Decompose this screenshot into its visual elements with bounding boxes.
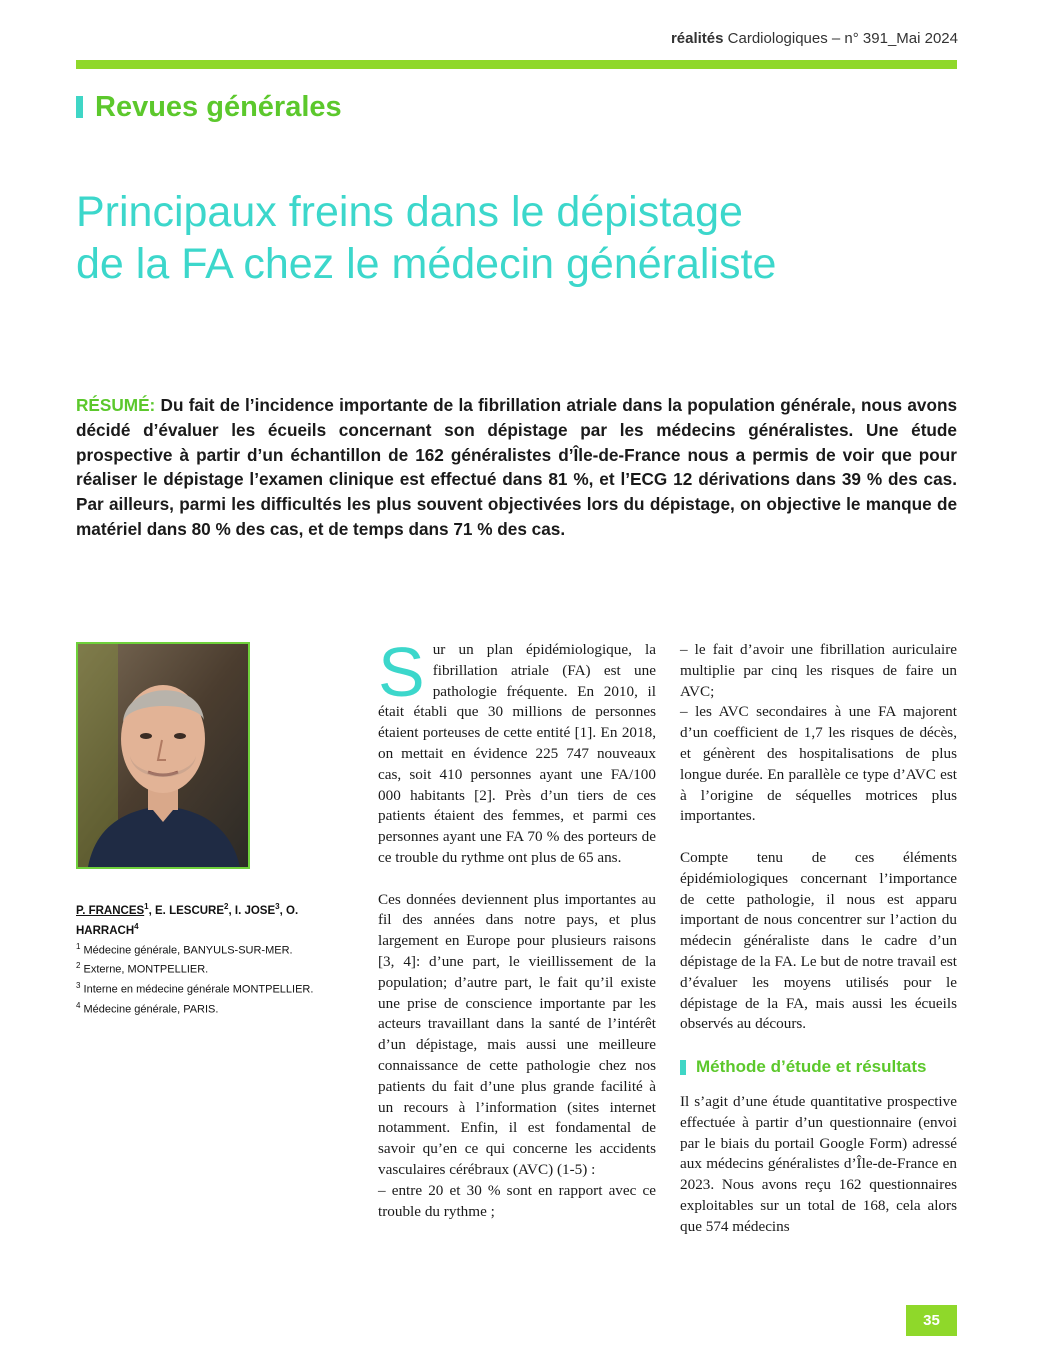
author-2: E. LESCURE bbox=[155, 904, 225, 917]
title-line-2: de la FA chez le médecin généraliste bbox=[76, 240, 777, 288]
abstract-label: RÉSUMÉ: bbox=[76, 395, 156, 415]
body-paragraph-4: Il s’agit d’une étude quantitative prospective effectuée à partir d’un questionnaire (envoi par le biais du portail Google Form) adressé aux médecins généralistes d’Île-de-France en 2023. Nous avons reçu 162 questionnaires exploitables sur un total de 168, cela alors que 574 médecins bbox=[680, 1092, 957, 1235]
author-4-sup: 4 bbox=[134, 921, 139, 931]
affiliation-2-sup: 2 bbox=[76, 961, 81, 971]
subheading-text: Méthode d’étude et résultats bbox=[696, 1057, 927, 1077]
paragraph-1-text: ur un plan épidémiologique, la fibrillation atriale (FA) est une pathologie fréquente. En 2010, il était établi que 30 millions de personnes étaient porteuses de cette entité [1]. En 2018, on mettait en évidence 225 747 nouveaux cas, soit 410 personnes ayant une FA/100 000 habitants [2]. Près d’un tiers de ces patients étaient des femmes, et parmi ces personnes ayant une FA 70 % des porteurs de ce trouble du rythme ont plus de 65 ans. bbox=[378, 641, 656, 866]
body-paragraph-3: Compte tenu de ces éléments épidémiologiques concernant l’importance de cette pathologie, il nous est apparu important de nous concentrer sur l’action du médecin généraliste dans le cadre d’un dépistage de la FA. Le but de notre travail est d’évaluer les moyens utilisés pour le dépistage de la FA, mais aussi les écueils observés au décours. bbox=[680, 848, 957, 1033]
list-item-2: – le fait d’avoir une fibrillation auriculaire multiplie par cinq les risques de faire un AVC; bbox=[680, 641, 957, 700]
author-1-sup: 1 bbox=[144, 902, 149, 911]
header-rule bbox=[76, 60, 957, 69]
affiliation-2-text: Externe, MONTPELLIER. bbox=[83, 963, 209, 976]
section-marker-icon bbox=[76, 96, 83, 118]
affiliation-1-text: Médecine générale, BANYULS-SUR-MER. bbox=[83, 944, 293, 957]
section-tag bbox=[76, 90, 342, 124]
page-number: 35 bbox=[906, 1305, 957, 1336]
abstract bbox=[76, 393, 957, 542]
affiliation-4-text: Médecine générale, PARIS. bbox=[83, 1003, 219, 1016]
author-1: P. FRANCES bbox=[76, 904, 145, 917]
author-2-sup: 2 bbox=[224, 902, 229, 911]
title-line-1: Principaux freins dans le dépistage bbox=[76, 188, 743, 236]
journal-issue-info: Cardiologiques – n° 391_Mai 2024 bbox=[727, 30, 958, 47]
affiliation-3 bbox=[76, 978, 346, 998]
list-item-1: – entre 20 et 30 % sont en rapport avec ce trouble du rythme ; bbox=[378, 1181, 656, 1220]
affiliation-3-text: Interne en médecine générale MONTPELLIER. bbox=[83, 983, 314, 996]
affiliation-2 bbox=[76, 958, 346, 978]
author-3: I. JOSE bbox=[234, 904, 276, 917]
body-column-1 bbox=[378, 633, 656, 1222]
affiliation-4-sup: 4 bbox=[76, 1000, 81, 1010]
affiliation-4 bbox=[76, 998, 346, 1018]
section-label: Revues générales bbox=[95, 90, 342, 123]
body-paragraph-1 bbox=[378, 633, 656, 869]
affiliation-3-sup: 3 bbox=[76, 980, 81, 990]
author-portrait-icon bbox=[78, 644, 248, 867]
author-photo bbox=[76, 642, 250, 869]
author-block bbox=[76, 899, 346, 1017]
journal-brand: réalités bbox=[670, 30, 724, 47]
list-item-3: – les AVC secondaires à une FA majorent d’un coefficient de 1,7 les risques de décès, et génèrent des hospitalisations de plus longue durée. En parallèle ce type d’AVC est à l’origine de séquelles motrices plus importantes. bbox=[680, 703, 957, 825]
article-title bbox=[76, 186, 976, 290]
abstract-text: Du fait de l’incidence importante de la fibrillation atriale dans la population générale, nous avons décidé d’évaluer les écueils concernant son dépistage par les médecins généralistes. Une étude prospective à partir d’un échantillon de 162 généralistes d’Île-de-France nous a permis de voir que pour réaliser le dépistage l’examen clinique est effectué dans 81 %, et l’ECG 12 dérivations dans 39 % des cas. Par ailleurs, parmi les difficultés les plus souvent objectivées lors du dépistage, on objective le manque de matériel dans 80 % des cas, et de temps dans 71 % des cas. bbox=[76, 395, 958, 539]
subheading bbox=[680, 1057, 957, 1078]
body-paragraph-2: Ces données deviennent plus importantes au fil des années dans notre pays, et plus largement en Europe pour plusieurs raisons [3, 4]: d’une part, le vieillissement de la population; d’autre part, le fait qu’il existe une prise de conscience importante par les acteurs travaillant dans la santé de l’intérêt d’un dépistage, mais aussi une meilleure connaissance de cette pathologie chez nos patients du fait d’une plus grande facilité à un recours à l’information (sites internet notamment. Enfin, il est fondamental de savoir qu’en ce qui concerne les accidents vasculaires cérébraux (AVC) (1-5) : bbox=[378, 890, 656, 1178]
drop-cap: S bbox=[378, 633, 425, 711]
affiliation-1 bbox=[76, 939, 346, 959]
author-4: O. HARRACH bbox=[76, 904, 299, 937]
affiliation-1-sup: 1 bbox=[76, 941, 81, 951]
author-names: P. FRANCES$^1$, E. LESCURE$^2$, I. JOSE$^3$, O. HARRACH$^4$ bbox=[76, 902, 299, 937]
body-column-2 bbox=[680, 640, 957, 1238]
author-3-sup: 3 bbox=[275, 902, 280, 911]
subheading-marker-icon bbox=[680, 1060, 686, 1075]
running-header bbox=[671, 30, 958, 47]
